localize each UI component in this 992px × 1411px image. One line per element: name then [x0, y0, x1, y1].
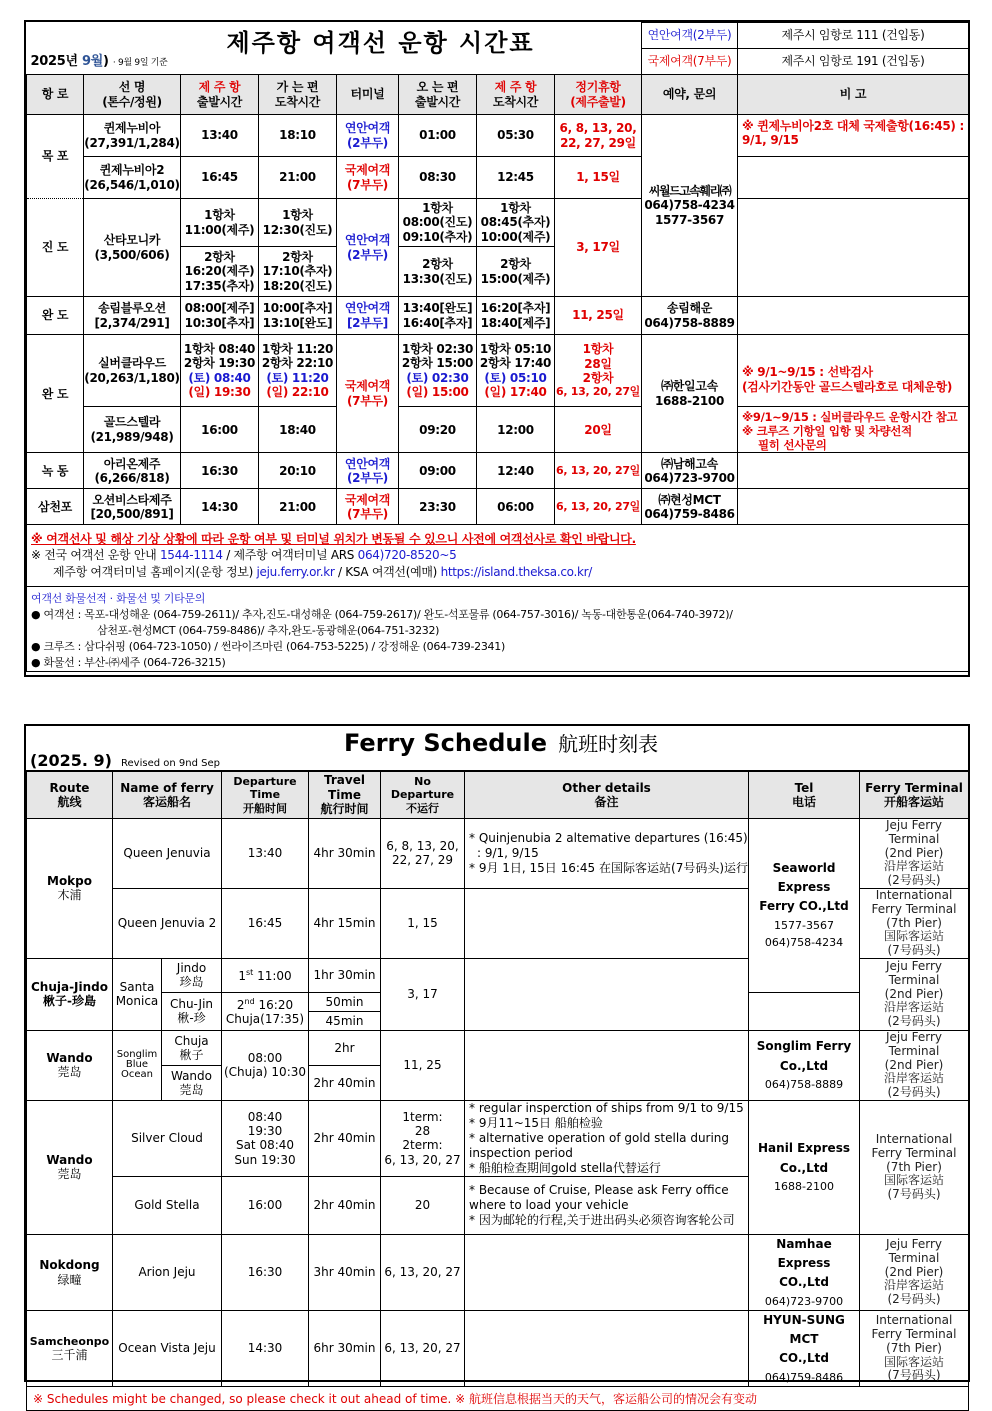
remark: ※ 9/1~9/15 : 선박검사 (검사기간동안 골드스텔라호로 대체운항)	[738, 335, 969, 407]
arr-time: 20:10	[259, 453, 337, 489]
ship-name: 산타모니카 (3,500/606)	[84, 199, 181, 297]
route-nokdong: Nokdong 绿疃	[27, 1234, 113, 1310]
dep-time: 16:00	[181, 407, 259, 453]
terminal: 국제여객 (7부두)	[337, 157, 399, 199]
ferry-name: Gold Stella	[113, 1176, 222, 1234]
route-samcheonpo: 삼천포	[27, 489, 84, 525]
ferry-name: Queen Jenuvia	[113, 819, 222, 889]
link-jeju-ferry[interactable]: jeju.ferry.or.kr	[256, 565, 335, 580]
contact-songlim: 송림해운 064)758-8889	[642, 297, 738, 335]
no-departure: 6, 13, 20, 27	[381, 1311, 465, 1387]
dep-time: 16:30	[222, 1234, 309, 1310]
tel-songlim: Songlim Ferry Co.,Ltd 064)758-8889	[749, 1030, 860, 1100]
arr-time: 21:00	[259, 489, 337, 525]
ret-dep-time: 08:30	[399, 157, 477, 199]
notice-block	[27, 525, 969, 587]
korean-schedule-table	[26, 22, 969, 672]
ship-name: 송림블루오션 [2,374/291]	[84, 297, 181, 335]
travel-time: 4hr 15min	[309, 888, 381, 958]
notice-homepage: 제주항 여객터미널 홈페이지(운항 정보) jeju.ferry.or.kr / KSA 여객선(예매) https://island.theksa.co.kr/	[53, 565, 593, 580]
link-ksa-island[interactable]: https://island.theksa.co.kr/	[440, 565, 593, 580]
table-row	[27, 1030, 969, 1065]
terminal-2nd: Jeju Ferry Terminal (2nd Pier) 沿岸客运站 (2号码头)	[860, 1234, 969, 1310]
header-route: 항 로	[27, 75, 84, 115]
en-page-title: Ferry Schedule 航班时刻表	[344, 729, 659, 757]
no-departure: 20	[381, 1176, 465, 1234]
header-nodep: No Departure 不运行	[381, 772, 465, 819]
table-row	[27, 453, 969, 489]
dep-time: 14:30	[181, 489, 259, 525]
route-mokpo: 목 포	[27, 115, 84, 199]
terminal-2nd: Jeju Ferry Terminal (2nd Pier) 沿岸客运站 (2号码头)	[860, 819, 969, 889]
notice-warning: ※ 여객선사 및 해상 기상 상황에 따라 운항 여부 및 터미널 위치가 변동될 수 있으니 사전에 여객선사로 확인 바랍니다.	[31, 531, 636, 546]
route-samcheonpo: Samcheonpo 三千浦	[27, 1311, 113, 1387]
off-days: 6, 8, 13, 20, 22, 27, 29일	[555, 115, 642, 157]
cargo-line: ● 여객선 : 목포-대성해운 (064-759-2611)/ 추자,진도-대성해운 (064-759-2617)/ 완도-석포물류 (064-757-3016)/ 녹동-대한통운(064-740-3972)/	[31, 608, 733, 622]
off-days: 1, 15일	[555, 157, 642, 199]
off-days: 6, 13, 20, 27일	[555, 453, 642, 489]
terminal-coastal-address: 제주시 임항로 111 (건입동)	[738, 23, 969, 49]
terminal-intl-label: 국제여객(7부두)	[642, 49, 738, 75]
travel-time: 3hr 40min	[309, 1234, 381, 1310]
travel-time: 6hr 30min	[309, 1311, 381, 1387]
ret-dep-time: 09:00	[399, 453, 477, 489]
terminal: 연안여객 (2부두)	[337, 199, 399, 297]
contact-hanil: ㈜한일고속 1688-2100	[642, 335, 738, 453]
header-route: Route 航线	[27, 772, 113, 819]
terminal-intl-address: 제주시 임항로 191 (건입동)	[738, 49, 969, 75]
ship-name: 오션비스타제주 [20,500/891]	[84, 489, 181, 525]
header-contact: 예약, 문의	[642, 75, 738, 115]
dep-time: 08:40 19:30 Sat 08:40 Sun 19:30	[222, 1100, 309, 1176]
ferry-name: Silver Cloud	[113, 1100, 222, 1176]
ret-arr-time: 12:40	[477, 453, 555, 489]
ferry-name: Queen Jenuvia 2	[113, 888, 222, 958]
details	[465, 958, 749, 1030]
table-row	[27, 407, 969, 453]
dep-time: 08:00 (Chuja) 10:30	[222, 1030, 309, 1100]
ship-name: 아리온제주 (6,266/818)	[84, 453, 181, 489]
arr-time: 21:00	[259, 157, 337, 199]
travel-time: 2hr 40min	[309, 1065, 381, 1100]
header-dep: Departure Time 开船时间	[222, 772, 309, 819]
header-tel: Tel 电话	[749, 772, 860, 819]
remark: ※ 퀸제누비아2호 대체 국제출항(16:45) : 9/1, 9/15	[738, 115, 969, 157]
dep-time: 16:45	[181, 157, 259, 199]
en-title-bar	[26, 726, 968, 771]
route-wando: Wando 莞岛	[27, 1030, 113, 1100]
leg-chuja: Chuja 楸子	[162, 1030, 222, 1065]
table-row	[27, 115, 969, 157]
route-chuja-jindo: Chuja-Jindo 楸子-珍島	[27, 958, 113, 1030]
ret-arr-time: 06:00	[477, 489, 555, 525]
off-days: 11, 25일	[555, 297, 642, 335]
ship-name: 퀸제누비아 (27,391/1,284)	[84, 115, 181, 157]
leg-wando: Wando 莞岛	[162, 1065, 222, 1100]
ferry-name: Ocean Vista Jeju	[113, 1311, 222, 1387]
travel-time: 2hr 40min	[309, 1100, 381, 1176]
ship-name: 실버클라우드 (20,263/1,180)	[84, 335, 181, 407]
header-row	[27, 75, 969, 115]
table-row	[27, 199, 969, 247]
no-departure: 1, 15	[381, 888, 465, 958]
contact-hyunsung: ㈜현성MCT 064)759-8486	[642, 489, 738, 525]
arr-time: 18:40	[259, 407, 337, 453]
no-departure: 3, 17	[381, 958, 465, 1030]
ret-dep-time: 09:20	[399, 407, 477, 453]
header-remarks: 비 고	[738, 75, 969, 115]
remark	[738, 453, 969, 489]
dep-time: 2항차 16:20(제주) 17:35(추자)	[181, 247, 259, 297]
notice-info: ※ 전국 여객선 운항 안내 1544-1114 / 제주항 여객터미널 ARS 064)720-8520~5	[31, 548, 457, 563]
cargo-block	[27, 587, 969, 672]
travel-time: 2hr 40min	[309, 1176, 381, 1234]
dep-time: 13:40	[222, 819, 309, 889]
arr-time: 1항차 12:30(진도)	[259, 199, 337, 247]
details: * Because of Cruise, Please ask Ferry office where to load your vehicle * 因为邮轮的行程,关于进出码头必须咨询客轮公司	[465, 1176, 749, 1234]
dep-time: 16:00	[222, 1176, 309, 1234]
cargo-line: ● 화물선 : 부산-㈜세주 (064-726-3215)	[31, 656, 226, 670]
table-row	[27, 1311, 969, 1387]
terminal-coastal-label: 연안여객(2부두)	[642, 23, 738, 49]
dep-time: 1st 11:00	[222, 958, 309, 992]
ship-name: 골드스텔라 (21,989/948)	[84, 407, 181, 453]
ferry-name: Songlim Blue Ocean	[113, 1030, 162, 1100]
no-departure: 6, 8, 13, 20, 22, 27, 29	[381, 819, 465, 889]
travel-time: 1hr 30min	[309, 958, 381, 992]
dep-time: 2nd 16:20 Chuja(17:35)	[222, 992, 309, 1030]
tel-hanil: Hanil Express Co.,Ltd 1688-2100	[749, 1100, 860, 1234]
terminal: 연안여객 (2부두)	[337, 453, 399, 489]
header-ret-dep: 오 는 편 출발시간	[399, 75, 477, 115]
no-departure: 1term: 28 2term: 6, 13, 20, 27	[381, 1100, 465, 1176]
dep-time: 1항차 08:40 2항차 19:30 (토) 08:40 (일) 19:30	[181, 335, 259, 407]
header-dep: 제 주 항 출발시간	[181, 75, 259, 115]
details: * regular insperction of ships from 9/1 to 9/15 * 9月11~15日 船舶检验 * alternative operation of gold stella during inspection period * 船舶检查期间gold stella代替运行	[465, 1100, 749, 1176]
route-mokpo: Mokpo 木浦	[27, 819, 113, 959]
terminal: 국제여객 (7부두)	[337, 335, 399, 453]
ret-dep-time: 2항차 13:30(진도)	[399, 247, 477, 297]
arr-time: 10:00[추자] 13:10[완도]	[259, 297, 337, 335]
dep-time: 16:45	[222, 888, 309, 958]
ret-dep-time: 23:30	[399, 489, 477, 525]
off-days: 3, 17일	[555, 199, 642, 297]
remark	[738, 489, 969, 525]
contact-namhae: ㈜남해고속 064)723-9700	[642, 453, 738, 489]
off-days: 1항차 28일 2항차 6, 13, 20, 27일	[555, 335, 642, 407]
header-details: Other details 备注	[465, 772, 749, 819]
header-ret-arr: 제 주 항 도착시간	[477, 75, 555, 115]
dep-time: 1항차 11:00(제주)	[181, 199, 259, 247]
route-wando: Wando 莞岛	[27, 1100, 113, 1234]
page-title: 제주항 여객선 운항 시간표	[226, 28, 535, 57]
arr-time: 18:10	[259, 115, 337, 157]
travel-time: 50min	[309, 992, 381, 1011]
route-nokdong: 녹 동	[27, 453, 84, 489]
details	[465, 1234, 749, 1310]
terminal: 국제여객 (7부두)	[337, 489, 399, 525]
cargo-title: 여객선 화물선적 · 화물선 및 기타문의	[31, 592, 206, 606]
ret-arr-time: 12:45	[477, 157, 555, 199]
header-ship: 선 명 (톤수/정원)	[84, 75, 181, 115]
route-wando: 완 도	[27, 335, 84, 453]
table-row	[27, 819, 969, 889]
terminal-7th: International Ferry Terminal (7th Pier) 国际客运站 (7号码头)	[860, 1311, 969, 1387]
terminal: 연안여객 [2부두]	[337, 297, 399, 335]
remark: ※9/1~9/15 : 실버클라우드 운항시간 참고 ※ 크루즈 기항일 입항 및 차량선적 필히 선사문의	[738, 407, 969, 453]
dep-time: 14:30	[222, 1311, 309, 1387]
ret-arr-time: 1항차 05:10 2항차 17:40 (토) 05:10 (일) 17:40	[477, 335, 555, 407]
off-days: 6, 13, 20, 27일	[555, 489, 642, 525]
header-row	[27, 772, 969, 819]
dep-time: 16:30	[181, 453, 259, 489]
details	[465, 1030, 749, 1100]
ret-dep-time: 01:00	[399, 115, 477, 157]
table-row	[27, 335, 969, 407]
ret-arr-time: 12:00	[477, 407, 555, 453]
header-terminal: Ferry Terminal 开船客运站	[860, 772, 969, 819]
header-off: 정기휴항 (제주출발)	[555, 75, 642, 115]
terminal-7th: International Ferry Terminal (7th Pier) 国际客运站 (7号码头)	[860, 1100, 969, 1234]
route-wando: 완 도	[27, 297, 84, 335]
terminal-7th: International Ferry Terminal (7th Pier) 国际客运站 (7号码头)	[860, 888, 969, 958]
ret-arr-time: 05:30	[477, 115, 555, 157]
tel-hyunsung: HYUN-SUNG MCT CO.,Ltd 064)759-8486	[749, 1311, 860, 1387]
header-arr: 가 는 편 도착시간	[259, 75, 337, 115]
dep-time: 08:00[제주] 10:30[추자]	[181, 297, 259, 335]
en-footer-notice: ※ Schedules might be changed, so please check it out ahead of time. ※ 航班信息根据当天的天气，客运船公司的情况会有变动	[27, 1387, 969, 1411]
travel-time: 4hr 30min	[309, 819, 381, 889]
ferry-name: Santa Monica	[113, 958, 162, 1030]
details: * Quinjenubia 2 altemative departures (16:45) : 9/1, 9/15 * 9月 1日, 15日 16:45 在国际客运站(7号码头)运行	[465, 819, 749, 889]
travel-time: 2hr	[309, 1030, 381, 1065]
table-row	[27, 1234, 969, 1310]
ferry-name: Arion Jeju	[113, 1234, 222, 1310]
remark	[738, 199, 969, 297]
details	[465, 888, 749, 958]
ret-dep-time: 1항차 02:30 2항차 15:00 (토) 02:30 (일) 15:00	[399, 335, 477, 407]
off-days: 20일	[555, 407, 642, 453]
terminal-2nd: Jeju Ferry Terminal (2nd Pier) 沿岸客运站 (2号码头)	[860, 958, 969, 1030]
table-row	[27, 1100, 969, 1176]
english-schedule	[24, 724, 970, 1406]
header-travel: Travel Time 航行时间	[309, 772, 381, 819]
leg-chu-jin: Chu-Jin 楸-珍	[162, 992, 222, 1030]
arr-time: 2항차 17:10(추자) 18:20(진도)	[259, 247, 337, 297]
contact-seaworld: 씨월드고속훼리㈜ 064)758-4234 1577-3567	[642, 115, 738, 297]
no-departure: 6, 13, 20, 27	[381, 1234, 465, 1310]
details	[465, 1311, 749, 1387]
header-ferry: Name of ferry 客运船名	[113, 772, 222, 819]
ship-name: 퀸제누비아2 (26,546/1,010)	[84, 157, 181, 199]
terminal-2nd: Jeju Ferry Terminal (2nd Pier) 沿岸客运站 (2号码头)	[860, 1030, 969, 1100]
en-period: (2025. 9) Revised on 9nd Sep	[30, 751, 220, 770]
no-departure: 11, 25	[381, 1030, 465, 1100]
ret-dep-time: 13:40[완도] 16:40[추자]	[399, 297, 477, 335]
remark	[738, 157, 969, 199]
english-schedule-table	[26, 771, 969, 1411]
tel-seaworld: Seaworld Express Ferry CO.,Ltd 1577-3567 064)758-4234	[749, 819, 860, 993]
cargo-line: ● 크루즈 : 삼다쉬핑 (064-723-1050) / 썬라이즈마린 (064-753-5225) / 강정해운 (064-739-2341)	[31, 640, 505, 654]
dep-time: 13:40	[181, 115, 259, 157]
ret-arr-time: 16:20[추자] 18:40[제주]	[477, 297, 555, 335]
travel-time: 45min	[309, 1011, 381, 1030]
ret-arr-time: 2항차 15:00(제주)	[477, 247, 555, 297]
arr-time: 1항차 11:20 2항차 22:10 (토) 11:20 (일) 22:10	[259, 335, 337, 407]
table-row	[27, 489, 969, 525]
ret-arr-time: 1항차 08:45(추자) 10:00(제주)	[477, 199, 555, 247]
terminal: 연안여객 (2부두)	[337, 115, 399, 157]
route-jindo: 진 도	[27, 199, 84, 297]
ret-dep-time: 1항차 08:00(진도) 09:10(추자)	[399, 199, 477, 247]
cargo-line: 삼천포-현성MCT (064-759-8486)/ 추자,완도-동광해운(064-751-3232)	[97, 624, 440, 638]
table-row	[27, 157, 969, 199]
leg-jindo: Jindo 珍岛	[162, 958, 222, 992]
tel-namhae: Namhae Express CO.,Ltd 064)723-9700	[749, 1234, 860, 1310]
remark	[738, 297, 969, 335]
korean-schedule	[24, 20, 970, 677]
period: 2025년 9월) · 9월 9일 기준	[30, 54, 168, 70]
table-row	[27, 297, 969, 335]
header-terminal: 터미널	[337, 75, 399, 115]
